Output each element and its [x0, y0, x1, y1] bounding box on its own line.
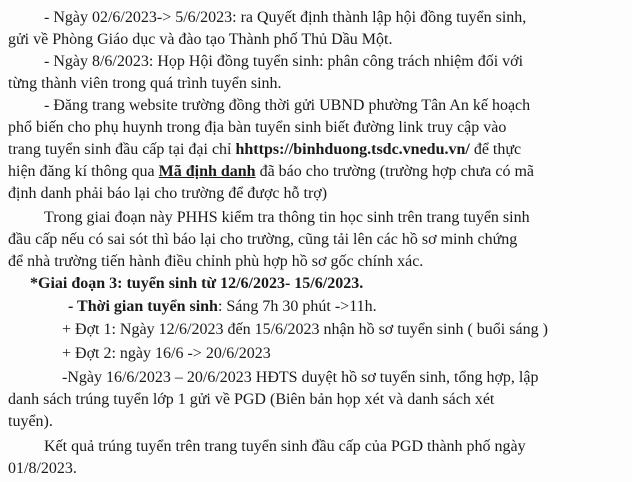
text-run: Trong giai đoạn này PHHS kiểm tra thông tin học sinh trên trang tuyển sinh [44, 209, 530, 226]
text-line [8, 74, 282, 94]
text-line [44, 208, 530, 228]
text-run: Kết quả trúng tuyển trên trang tuyển sinh đầu cấp của PGD thành phố ngày [44, 438, 526, 455]
text-line [68, 297, 377, 317]
text-run: + Đợt 1: Ngày 12/6/2023 đến 15/6/2023 nhận hồ sơ tuyển sinh ( buổi sáng ) [62, 321, 548, 338]
text-line [8, 184, 327, 204]
text-run: gửi về Phòng Giáo dục và đào tạo Thành phố Thủ Dầu Một. [8, 31, 393, 48]
subheading: - Thời gian tuyển sinh [68, 298, 218, 315]
text-run: định danh phải báo lại cho trường để được hỗ trợ) [8, 185, 328, 202]
text-run: - Đăng trang website trường đồng thời gửi UBND phường Tân An kế hoạch [44, 97, 531, 114]
text-run: + Đợt 2: ngày 16/6 -> 20/6/2023 [62, 345, 271, 362]
text-run: - Ngày 8/6/2023: Họp Hội đồng tuyển sinh: phân công trách nhiệm đối với [44, 53, 524, 70]
text-line [8, 459, 77, 479]
text-run: 01/8/2023. [8, 460, 77, 477]
text-run: - Ngày 02/6/2023-> 5/6/2023: ra Quyết định thành lập hội đồng tuyển sinh, [44, 9, 527, 26]
text-line [62, 344, 271, 364]
text-line [44, 96, 530, 116]
text-run: để nhà trường tiến hành điều chỉnh phù hợp hồ sơ gốc chính xác. [8, 253, 424, 270]
text-line [8, 390, 494, 410]
text-run: -Ngày 16/6/2023 – 20/6/2023 HĐTS duyệt hồ sơ tuyển sinh, tổng hợp, lập [62, 369, 539, 386]
text-line [8, 140, 521, 160]
text-run: : Sáng 7h 30 phút ->11h. [217, 298, 377, 315]
text-run: tuyển). [8, 413, 53, 430]
text-run: hiện đăng kí thông qua [8, 163, 159, 180]
text-run: danh sách trúng tuyển lớp 1 gửi về PGD (Biên bản họp xét và danh sách xét [8, 391, 495, 408]
text-line [8, 162, 534, 182]
text-line [8, 412, 53, 432]
text-line [8, 118, 506, 138]
text-run: để thực [469, 141, 522, 158]
text-line [8, 252, 423, 272]
text-run: phổ biến cho phụ huynh trong địa bàn tuyển sinh biết đường link truy cập vào [8, 119, 507, 136]
section-heading-text: *Giai đoạn 3: tuyển sinh từ 12/6/2023- 15/6/2023. [30, 275, 364, 292]
website-link[interactable]: hhttps://binhduong.tsdc.vnedu.vn/ [235, 141, 470, 158]
text-run: đầu cấp nếu có sai sót thì báo lại cho trường, cũng tải lên các hồ sơ minh chứng [8, 231, 518, 248]
text-line [44, 437, 526, 457]
section-heading [30, 274, 363, 294]
identifier-code-term: Mã định danh [158, 163, 256, 180]
text-line [44, 52, 523, 72]
text-line [8, 30, 392, 50]
text-line [62, 368, 538, 388]
text-run: từng thành viên trong quá trình tuyển sinh. [8, 75, 282, 92]
text-line [44, 8, 526, 28]
text-line [8, 230, 517, 250]
text-line [62, 320, 548, 340]
text-run: đã báo cho trường (trường hợp chưa có mã [255, 163, 535, 180]
text-run: trang tuyển sinh đầu cấp tại đại chỉ [8, 141, 236, 158]
